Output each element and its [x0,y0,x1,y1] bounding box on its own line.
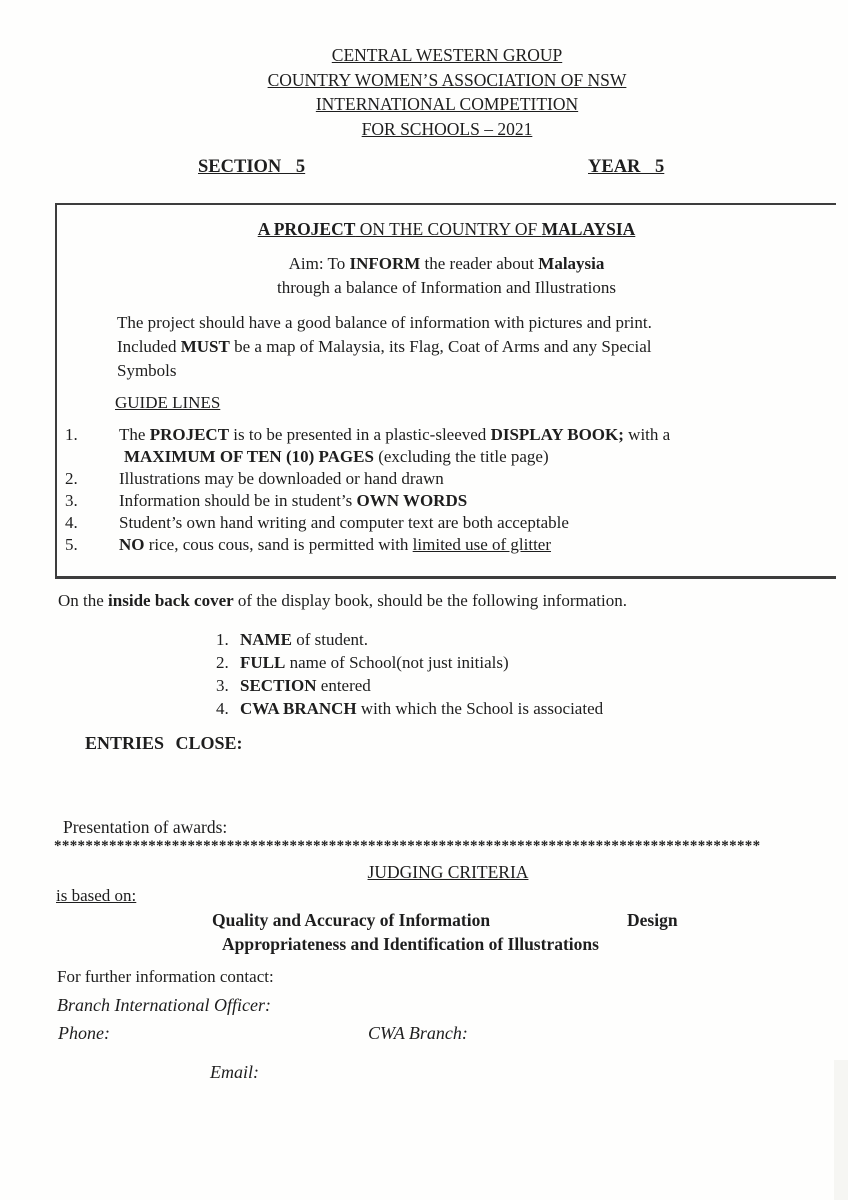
entries-close-label: ENTRIES CLOSE: [85,733,243,753]
guide-item [63,468,828,490]
aim-line-2: through a balance of Information and Illustrations [277,278,616,297]
phone-label: Phone: [58,1023,110,1043]
guide-item-number: 5. [65,534,78,554]
brief-line: The project should have a good balance of information with pictures and print. [117,313,652,332]
aim-line-1: Aim: To INFORM the reader about Malaysia [288,254,605,273]
criteria-quality: Quality and Accuracy of Information [212,910,491,930]
info-item-number: 4. [216,699,229,719]
brief-line: Included MUST be a map of Malaysia, its Flag, Coat of Arms and any Special [117,336,652,356]
project-brief [117,311,822,382]
cwa-branch-label: CWA Branch: [368,1023,468,1043]
info-item-text: SECTION entered [240,676,371,696]
criteria-appropriateness: Appropriateness and Identification of Illustrations [222,934,599,954]
guide-item [63,490,828,512]
officer-label: Branch International Officer: [57,995,271,1015]
document-header [46,43,848,141]
header-line: INTERNATIONAL COMPETITION [315,94,579,115]
info-item-number: 1. [216,630,229,649]
guide-item-text: Student’s own hand writing and computer text are both acceptable [119,512,569,532]
guide-item-continuation [63,446,828,468]
guide-item-text: NO rice, cous cous, sand is permitted with limited use of glitter [119,534,552,554]
info-item-text: FULL name of School(not just initials) [240,653,509,673]
separator-stars: ****************************************************************************************** [54,838,761,854]
guide-item-text: The PROJECT is to be presented in a plastic-sleeved DISPLAY BOOK; with a [119,425,671,444]
info-list [216,628,603,720]
header-line: FOR SCHOOLS – 2021 [361,118,533,139]
info-item-text: NAME of student. [240,630,368,649]
brief-line: Symbols [117,360,177,380]
guide-item-text: Information should be in student’s OWN WORDS [119,490,468,510]
section-label: SECTION 5 [198,157,306,177]
guide-list [63,424,828,555]
rules-box [55,203,836,579]
contact-intro: For further information contact: [57,967,274,986]
info-item-number: 3. [216,676,229,696]
header-line: CENTRAL WESTERN GROUP [331,45,563,65]
info-item-text: CWA BRANCH with which the School is associated [240,699,604,719]
box-title: A PROJECT ON THE COUNTRY OF MALAYSIA [257,219,636,239]
info-item [216,628,603,651]
info-item [216,674,603,697]
info-item [216,651,603,674]
year-label: YEAR 5 [588,157,665,177]
guide-item [63,424,828,446]
back-cover-note: On the inside back cover of the display book, should be the following information. [58,591,627,610]
guide-lines-heading: GUIDE LINES [115,393,221,412]
criteria-design: Design [627,910,678,930]
guide-item-text: Illustrations may be downloaded or hand drawn [119,468,444,488]
info-item [216,697,603,720]
scan-artifact [834,1060,848,1200]
judging-criteria-heading: JUDGING CRITERIA [367,862,529,882]
awards-label: Presentation of awards: [63,817,228,837]
guide-item [63,512,828,534]
guide-item-number: 1. [65,425,78,444]
is-based-on-label: is based on: [56,886,137,905]
guide-item-text: MAXIMUM OF TEN (10) PAGES (excluding the title page) [124,446,549,466]
guide-item [63,534,828,556]
guide-item-number: 3. [65,490,78,510]
guide-item-number: 4. [65,512,78,532]
header-line: COUNTRY WOMEN’S ASSOCIATION OF NSW [267,69,627,90]
info-item-number: 2. [216,653,229,673]
email-label: Email: [210,1062,259,1082]
guide-item-number: 2. [65,468,78,488]
